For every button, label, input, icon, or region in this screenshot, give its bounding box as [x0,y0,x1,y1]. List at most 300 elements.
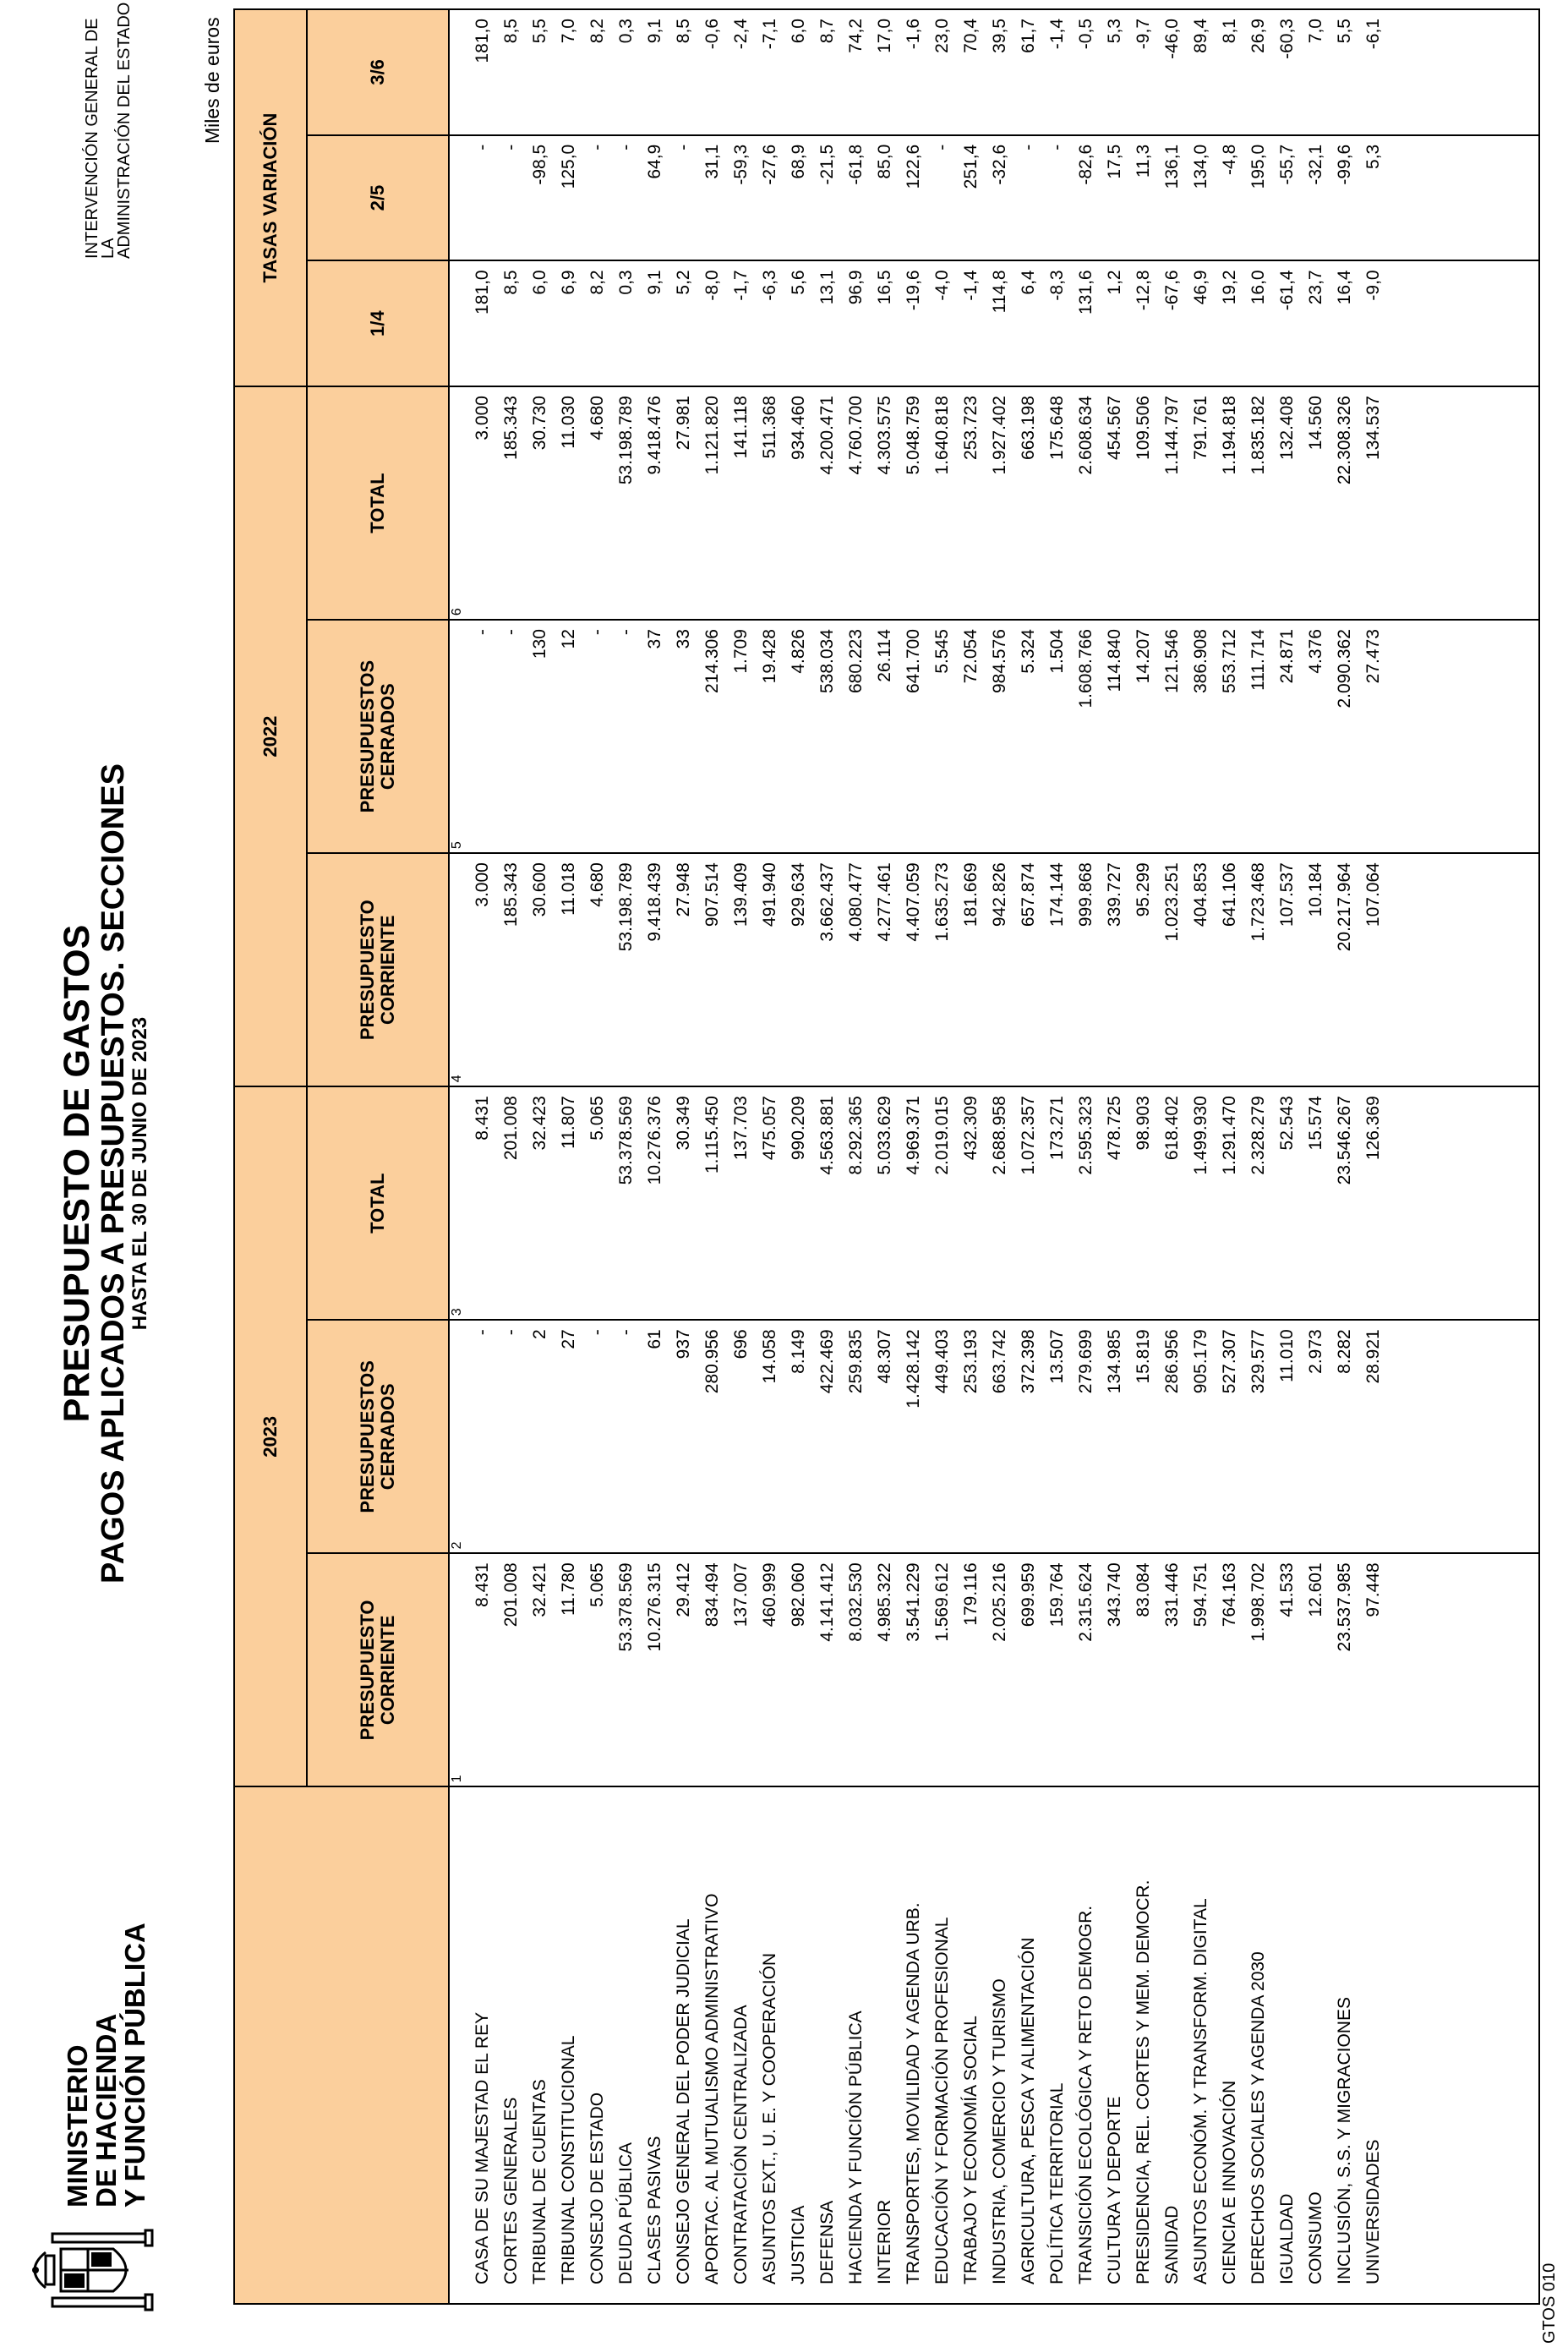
cell-value: 4.277.461 [875,862,894,942]
cell-value: 2.595.323 [1076,1096,1095,1175]
cell-value: 26,9 [1248,19,1268,53]
cell-value: -59,3 [731,144,751,185]
cell-value: 422.469 [817,1329,837,1394]
cell-value: 114,8 [990,270,1009,314]
cell-value: 553.712 [1220,629,1239,694]
cell-value: 185.343 [501,396,521,460]
cell-value: 19.428 [760,629,779,684]
cell-value: 372.398 [1019,1329,1038,1394]
section-name: CULTURA Y DEPORTE [1105,2096,1124,2284]
cell-value: - [501,629,521,636]
cell-value: - [473,1329,492,1336]
section-name: TRABAJO Y ECONOMÍA SOCIAL [961,2016,981,2284]
col-2023-total [449,1086,1539,1320]
cell-value: 39,5 [990,19,1009,53]
cell-value: 17,0 [875,19,894,53]
cell-value: 1,2 [1105,270,1124,295]
group-header-2022: 2022 [234,386,307,1086]
cell-value: -32,6 [990,144,1009,185]
cell-value: -21,5 [817,144,837,185]
cell-value: 7,0 [1306,19,1325,44]
cell-value: -1,6 [904,19,923,50]
cell-value: -12,8 [1134,270,1153,311]
col-2023-current [449,1553,1539,1786]
cell-value: 30.349 [674,1096,693,1151]
cell-value: 1.504 [1047,629,1067,674]
cell-value: 13.507 [1047,1329,1067,1384]
cell-value: 107.064 [1363,862,1383,927]
cell-value: - [932,144,952,150]
column-index: 6 [450,608,464,616]
units-label: Miles de euros [201,17,223,144]
cell-value: 253.193 [961,1329,981,1394]
col-header: 2/5 [307,135,449,261]
section-name: JUSTICIA [789,2205,808,2284]
cell-value: 175.648 [1047,396,1067,460]
cell-value: 8,2 [587,270,607,295]
section-name: CIENCIA E INNOVACIÓN [1220,2080,1239,2284]
cell-value: 4.200.471 [817,396,837,475]
cell-value: 214.306 [702,629,722,694]
cell-value: 3.000 [473,396,492,440]
cell-value: 23.537.985 [1335,1562,1354,1652]
cell-value: 9,1 [645,19,664,44]
cell-value: 10.184 [1306,862,1325,917]
cell-value: 126.369 [1363,1096,1383,1161]
cell-value: -99,6 [1335,144,1354,185]
cell-value: 4.760.700 [846,396,866,475]
cell-value: 131,6 [1076,270,1095,315]
cell-value: 5.065 [587,1096,607,1141]
cell-value: 23,0 [932,19,952,53]
cell-value: 0,3 [616,270,636,295]
igae-label [85,0,133,259]
col-2023-closed [449,1320,1539,1553]
cell-value: 61,7 [1019,19,1038,53]
cell-value: 4.680 [587,396,607,440]
cell-value: 10.276.315 [645,1562,664,1652]
cell-value: - [674,144,693,150]
cell-value: 16,5 [875,270,894,305]
cell-value: 1.709 [731,629,751,674]
cell-value: 1.499.930 [1191,1096,1210,1175]
col-2022-closed [449,620,1539,853]
page-subtitle: PAGOS APLICADOS A PRESUPUESTOS. SECCIONES [96,763,131,1584]
table-body-row [449,9,1539,2304]
section-header-corner [234,1786,449,2304]
cell-value: 460.999 [760,1562,779,1628]
cell-value: 134,0 [1191,144,1210,189]
cell-value: 27.473 [1363,629,1383,684]
cell-value: 2.025.216 [990,1562,1009,1642]
cell-value: 990.209 [789,1096,808,1161]
section-name: UNIVERSIDADES [1363,2139,1383,2284]
cell-value: 929.634 [789,862,808,927]
sections-column [449,1786,1539,2304]
cell-value: 74,2 [846,19,866,53]
cell-value: 4.407.059 [904,862,923,942]
cell-value: -82,6 [1076,144,1095,185]
cell-value: 5,6 [789,270,808,295]
cell-value: 657.874 [1019,862,1038,927]
cell-value: 31,1 [702,144,722,179]
cell-value: 30.730 [530,396,549,451]
cell-value: 641.700 [904,629,923,694]
ministry-line: DE HACIENDA [90,2013,122,2207]
cell-value: 122,6 [904,144,923,189]
section-name: DEUDA PÚBLICA [616,2142,636,2284]
cell-value: 134.985 [1105,1329,1124,1394]
cell-value: 111.714 [1248,629,1268,691]
cell-value: 173.271 [1047,1096,1067,1161]
section-name: CONTRATACIÓN CENTRALIZADA [731,2005,751,2284]
section-name: CORTES GENERALES [501,2097,521,2284]
cell-value: 8.282 [1335,1329,1354,1374]
cell-value: 27.981 [674,396,693,451]
cell-value: 89,4 [1191,19,1210,53]
cell-value: 23,7 [1306,270,1325,305]
cell-value: - [1019,144,1038,150]
cell-value: 141.118 [731,396,751,459]
cell-value: 96,9 [846,270,866,305]
cell-value: 17,5 [1105,144,1124,179]
cell-value: 23.546.267 [1335,1096,1354,1185]
section-name: TRANSICIÓN ECOLÓGICA Y RETO DEMOGR. [1076,1905,1095,2284]
cell-value: 48.307 [875,1329,894,1384]
cell-value: 8.431 [473,1096,492,1141]
cell-value: -2,4 [731,19,751,50]
cell-value: -27,6 [760,144,779,185]
cell-value: 8,5 [501,19,521,44]
section-name: TRANSPORTES, MOVILIDAD Y AGENDA URB. [904,1902,923,2284]
section-name: INDUSTRIA, COMERCIO Y TURISMO [990,1978,1009,2284]
col-header: PRESUPUESTOS CERRADOS [307,1320,449,1553]
cell-value: 1.023.251 [1162,862,1182,942]
cell-value: 2.973 [1306,1329,1325,1374]
cell-value: - [587,144,607,150]
cell-value: -0,6 [702,19,722,50]
cell-value: 4.985.322 [875,1562,894,1642]
cell-value: 5,3 [1105,19,1124,44]
section-name: TRIBUNAL DE CUENTAS [530,2079,549,2284]
cell-value: 280.956 [702,1329,722,1394]
cell-value: 1.569.612 [932,1562,952,1642]
payments-table [233,8,1540,2305]
cell-value: - [587,629,607,636]
cell-value: 663.742 [990,1329,1009,1394]
cell-value: 14.207 [1134,629,1153,684]
cell-value: 937 [674,1329,693,1360]
cell-value: 6,9 [559,270,578,295]
cell-value: 64,9 [645,144,664,179]
cell-value: 11,3 [1134,144,1153,178]
cell-value: - [587,1329,607,1336]
cell-value: 999.868 [1076,862,1095,927]
cell-value: 8,5 [674,19,693,44]
cell-value: 53.378.569 [616,1096,636,1185]
cell-value: 339.727 [1105,862,1124,927]
cell-value: 137.703 [731,1096,751,1161]
cell-value: 15.819 [1134,1329,1153,1384]
cell-value: 4.826 [789,629,808,674]
column-index: 5 [450,841,464,850]
cell-value: 1.115.450 [702,1096,722,1174]
cell-value: 432.309 [961,1096,981,1161]
cell-value: 5,5 [530,19,549,44]
cell-value: -7,1 [760,19,779,50]
cell-value: -67,6 [1162,270,1182,311]
cell-value: 159.764 [1047,1562,1067,1628]
cell-value: 28.921 [1363,1329,1383,1384]
cell-value: 70,4 [961,19,981,53]
column-index: 3 [450,1308,464,1316]
cell-value: 2 [530,1329,549,1339]
cell-value: 1.998.702 [1248,1562,1268,1642]
cell-value: 97.448 [1363,1562,1383,1617]
cell-value: 132.408 [1277,396,1297,460]
cell-value: -4,8 [1220,144,1239,175]
section-name: HACIENDA Y FUNCIÓN PÚBLICA [846,2011,866,2284]
cell-value: 30.600 [530,862,549,917]
group-header-2023: 2023 [234,1086,307,1786]
cell-value: 134.537 [1363,396,1383,460]
date-line: HASTA EL 30 DE JUNIO DE 2023 [128,1016,151,1331]
section-name: POLÍTICA TERRITORIAL [1047,2082,1067,2284]
cell-value: - [501,1329,521,1336]
cell-value: 11.010 [1277,1329,1297,1382]
section-name: AGRICULTURA, PESCA Y ALIMENTACIÓN [1019,1937,1038,2284]
section-name: SANIDAD [1162,2205,1182,2284]
cell-value: 1.608.766 [1076,629,1095,708]
column-index: 2 [450,1541,464,1550]
col-header: 1/4 [307,260,449,386]
cell-value: 174.144 [1047,862,1067,927]
cell-value: 136,1 [1162,144,1182,189]
cell-value: 527.307 [1220,1329,1239,1394]
cell-value: 83.084 [1134,1562,1153,1617]
cell-value: 10.276.376 [645,1096,664,1185]
cell-value: - [616,629,636,636]
cell-value: 4.141.412 [817,1562,837,1642]
cell-value: 1.194.818 [1220,396,1239,475]
cell-value: 139.409 [731,862,751,927]
cell-value: 251,4 [961,144,981,189]
cell-value: 181,0 [473,270,492,315]
cell-value: 5.545 [932,629,952,674]
cell-value: 11.780 [559,1562,578,1617]
cell-value: 98.903 [1134,1096,1153,1151]
cell-value: 791.761 [1191,396,1210,460]
cell-value: 32.423 [530,1096,549,1151]
cell-value: 201.008 [501,1096,521,1161]
cell-value: 185.343 [501,862,521,927]
cell-value: 475.057 [760,1096,779,1161]
cell-value: 8,7 [817,19,837,44]
cell-value: 1.072.357 [1019,1096,1038,1175]
cell-value: 478.725 [1105,1096,1124,1161]
cell-value: 3.541.229 [904,1562,923,1642]
cell-value: -32,1 [1306,144,1325,185]
cell-value: 121.546 [1162,629,1182,694]
cell-value: 27 [559,1329,578,1349]
section-name: DEFENSA [817,2200,837,2284]
cell-value: 4.303.575 [875,396,894,475]
cell-value: 114.840 [1105,629,1124,692]
cell-value: 195,0 [1248,144,1268,189]
cell-value: -9,7 [1134,19,1153,50]
cell-value: 33 [674,629,693,649]
cell-value: 2.019.015 [932,1096,952,1175]
section-name: EDUCACIÓN Y FORMACIÓN PROFESIONAL [932,1917,952,2284]
cell-value: 4.080.477 [846,862,866,942]
cell-value: -46,0 [1162,19,1182,59]
cell-value: -9,0 [1363,270,1383,301]
cell-value: 72.054 [961,629,981,684]
section-name: CASA DE SU MAJESTAD EL REY [473,2011,492,2284]
cell-value: -60,3 [1277,19,1297,59]
cell-value: 3.000 [473,862,492,907]
igae-line: INTERVENCIÓN GENERAL DE LA [83,18,117,259]
cell-value: 286.956 [1162,1329,1182,1394]
cell-value: 4.563.881 [817,1096,837,1175]
cell-value: 8,5 [501,270,521,295]
cell-value: 109.506 [1134,396,1153,460]
cell-value: -19,6 [904,270,923,311]
cell-value: 11.030 [559,396,578,449]
cell-value: 984.576 [990,629,1009,694]
cell-value: 12.601 [1306,1562,1325,1617]
column-index: 1 [450,1775,464,1783]
cell-value: -61,4 [1277,270,1297,311]
cell-value: 7,0 [559,19,578,44]
cell-value: 53.198.789 [616,396,636,485]
cell-value: -0,5 [1076,19,1095,50]
cell-value: -8,3 [1047,270,1067,301]
section-name: ASUNTOS EXT., U. E. Y COOPERACIÓN [760,1952,779,2284]
cell-value: 13,1 [817,270,837,305]
cell-value: 279.699 [1076,1329,1095,1394]
col-header: TOTAL [307,1086,449,1320]
section-name: ASUNTOS ECONÓM. Y TRANSFORM. DIGITAL [1191,1898,1210,2284]
col-rate-1-4 [449,260,1539,386]
ministry-line: Y FUNCIÓN PÚBLICA [119,1923,150,2207]
col-2022-current [449,853,1539,1086]
footer-code: GTOS 010 [1540,2262,1559,2344]
cell-value: 2.315.624 [1076,1562,1095,1642]
cell-value: 253.723 [961,396,981,460]
cell-value: 454.567 [1105,396,1124,460]
cell-value: 259.835 [846,1329,866,1394]
cell-value: 5,2 [674,270,693,295]
cell-value: 5.048.759 [904,396,923,475]
cell-value: 9,1 [645,270,664,295]
cell-value: 8.292.365 [846,1096,866,1175]
cell-value: -4,0 [932,270,952,301]
cell-value: 68,9 [789,144,808,179]
cell-value: 52.543 [1277,1096,1297,1151]
cell-value: 0,3 [616,19,636,44]
cell-value: 511.368 [760,396,779,459]
cell-value: 95.299 [1134,862,1153,917]
cell-value: 46,9 [1191,270,1210,305]
section-name: CONSUMO [1306,2191,1325,2284]
col-header: PRESUPUESTO CORRIENTE [307,853,449,1086]
cell-value: 942.826 [990,862,1009,927]
cell-value: 2.688.958 [990,1096,1009,1175]
cell-value: -98,5 [530,144,549,185]
col-header: PRESUPUESTOS CERRADOS [307,620,449,853]
cell-value: 6,4 [1019,270,1038,295]
col-header: TOTAL [307,386,449,620]
section-name: INCLUSIÓN, S.S. Y MIGRACIONES [1335,1997,1354,2284]
cell-value: 181.669 [961,862,981,927]
cell-value: 905.179 [1191,1329,1210,1394]
cell-value: 834.494 [702,1562,722,1628]
cell-value: 11.807 [559,1096,578,1149]
cell-value: -8,0 [702,270,722,301]
cell-value: 16,4 [1335,270,1354,305]
section-name: CONSEJO DE ESTADO [587,2092,607,2284]
cell-value: 37 [645,629,664,649]
cell-value: 6,0 [789,19,808,44]
cell-value: 907.514 [702,862,722,927]
cell-value: 663.198 [1019,396,1038,460]
col-2022-total [449,386,1539,620]
cell-value: 331.446 [1162,1562,1182,1628]
cell-value: -1,4 [1047,19,1067,50]
cell-value: 6,0 [530,270,549,295]
section-name: CONSEJO GENERAL DEL PODER JUDICIAL [674,1918,693,2284]
cell-value: 8,2 [587,19,607,44]
section-name: DERECHOS SOCIALES Y AGENDA 2030 [1248,1951,1268,2284]
cell-value: 107.537 [1277,862,1297,927]
cell-value: 4.680 [587,862,607,907]
cell-value: 181,0 [473,19,492,63]
section-name: IGUALDAD [1277,2193,1297,2284]
section-name: APORTAC. AL MUTUALISMO ADMINISTRATIVO [702,1893,722,2284]
cell-value: 4.376 [1306,629,1325,674]
cell-value: 9.418.439 [645,862,664,942]
cell-value: 5,5 [1335,19,1354,44]
section-name: PRESIDENCIA, REL. CORTES Y MEM. DEMOCR. [1134,1879,1153,2284]
cell-value: 1.291.470 [1220,1096,1239,1175]
cell-value: 1.428.142 [904,1329,923,1409]
cell-value: 61 [645,1329,664,1349]
cell-value: 15.574 [1306,1096,1325,1151]
cell-value: 2.090.362 [1335,629,1354,708]
cell-value: 14.560 [1306,396,1325,451]
cell-value: 8.032.530 [846,1562,866,1642]
cell-value: -6,3 [760,270,779,301]
cell-value: 1.723.468 [1248,862,1268,942]
cell-value: -6,1 [1363,19,1383,50]
cell-value: 5.065 [587,1562,607,1607]
cell-value: 85,0 [875,144,894,179]
cell-value: 386.908 [1191,629,1210,694]
cell-value: 538.034 [817,629,837,694]
page-title: PRESUPUESTO DE GASTOS [57,924,97,1423]
cell-value: 9.418.476 [645,396,664,475]
cell-value: 11.018 [559,862,578,916]
cell-value: 5.033.629 [875,1096,894,1175]
cell-value: 2.608.634 [1076,396,1095,475]
section-name: CLASES PASIVAS [645,2136,664,2284]
cell-value: 4.969.371 [904,1096,923,1175]
cell-value: 130 [530,629,549,659]
cell-value: -1,7 [731,270,751,301]
cell-value: 594.751 [1191,1562,1210,1628]
cell-value: 8,1 [1220,19,1239,44]
